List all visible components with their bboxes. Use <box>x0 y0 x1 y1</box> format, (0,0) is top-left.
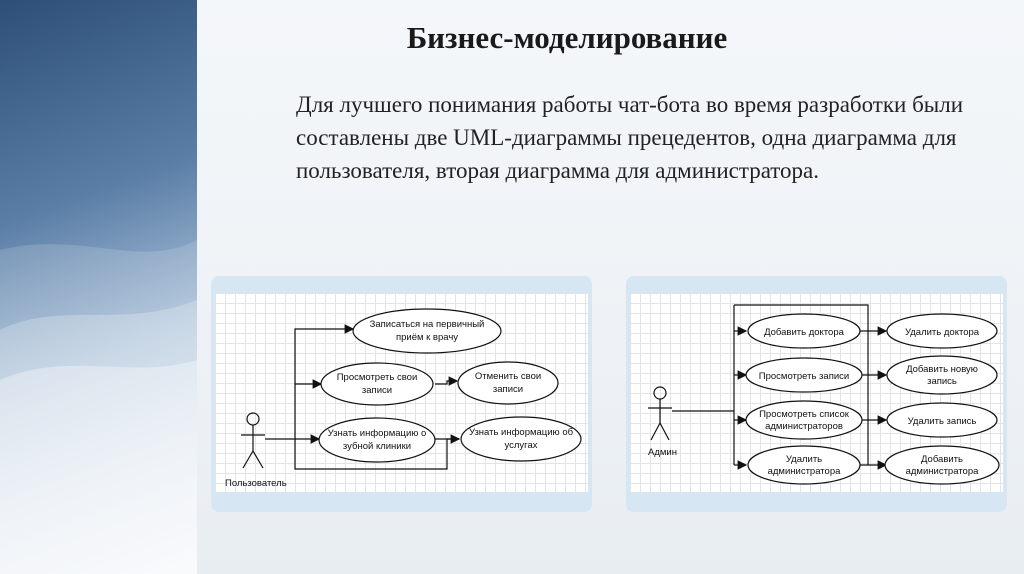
use-case-label: Просмотреть свои <box>336 372 418 383</box>
use-case-label: Добавить <box>921 454 963 465</box>
use-case-label: Добавить доктора <box>764 327 844 338</box>
use-case-label: приём к врачу <box>395 332 459 343</box>
slide-title: Бизнес-моделирование <box>406 20 728 55</box>
admin-actor-icon <box>648 387 672 440</box>
user-actor-label: Пользователь <box>225 478 287 489</box>
use-case-label: Просмотреть записи <box>758 371 850 382</box>
admin-use-case-7 <box>748 446 860 484</box>
user-actor-icon <box>241 413 265 468</box>
use-case-label: услугах <box>504 440 538 451</box>
user-use-case-1 <box>353 309 501 353</box>
use-case-label: записи <box>492 384 524 395</box>
admin-use-case-4 <box>887 356 997 394</box>
use-case-label: зубной клиники <box>342 441 412 452</box>
use-case-label: Узнать информацию о <box>327 428 427 439</box>
use-case-label: записи <box>361 385 393 396</box>
admin-diagram-canvas <box>630 293 1003 492</box>
user-diagram-svg <box>215 293 588 492</box>
use-case-label: Узнать информацию об <box>468 427 574 438</box>
use-case-label: Записаться на первичный <box>369 319 485 330</box>
decorative-side-panel <box>0 0 197 574</box>
use-case-label: Удалить доктора <box>904 327 980 338</box>
user-use-case-2 <box>321 363 433 405</box>
use-case-label: Удалить запись <box>907 416 977 427</box>
admin-actor-label: Админ <box>648 447 677 458</box>
use-case-label: администратора <box>767 466 841 477</box>
admin-use-case-diagram <box>626 276 1007 512</box>
use-case-label: Удалить <box>785 454 823 465</box>
use-case-label: Отменить свои <box>474 371 542 382</box>
admin-use-case-2 <box>887 314 997 348</box>
user-diagram-canvas <box>215 293 588 492</box>
use-case-label: Добавить новую <box>906 364 978 375</box>
slide-body-text: Для лучшего понимания работы чат-бота во время разработки были составлены две UML-диаграммы прецедентов, одна диаграмма для пользователя, вторая диаграмма для администратора. <box>296 92 964 183</box>
use-case-label: администратора <box>905 466 979 477</box>
user-use-case-diagram <box>211 276 592 512</box>
user-use-case-5 <box>461 417 581 461</box>
user-use-case-4 <box>319 418 435 462</box>
user-use-case-3 <box>458 362 558 404</box>
admin-use-case-8 <box>885 446 999 484</box>
admin-use-case-5 <box>746 401 862 439</box>
admin-diagram-svg <box>630 293 1003 492</box>
use-case-label: Просмотреть список <box>759 409 849 420</box>
admin-use-case-6 <box>887 403 997 437</box>
use-case-label: администраторов <box>765 421 843 432</box>
use-case-label: запись <box>927 376 957 387</box>
admin-use-case-1 <box>748 314 860 348</box>
wave-decoration <box>0 0 197 574</box>
admin-use-case-3 <box>746 358 862 392</box>
